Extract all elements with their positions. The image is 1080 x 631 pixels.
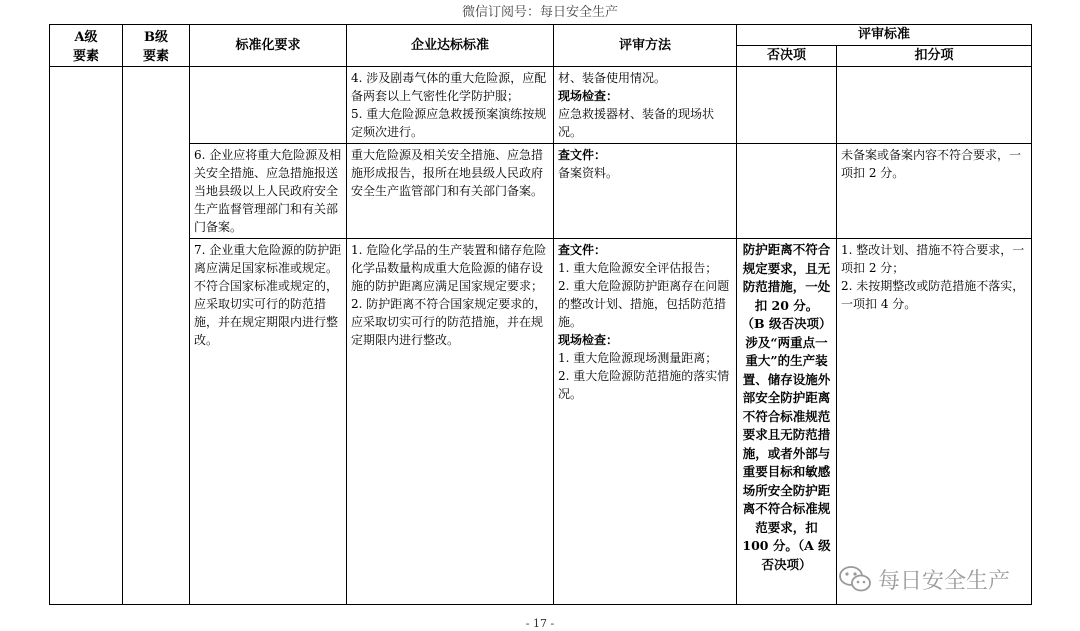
header-enterprise-standard: 企业达标标准 — [347, 25, 554, 67]
method-cell: 材、装备使用情况。 现场检查： 应急救援器材、装备的现场状况。 — [554, 67, 737, 144]
a-level-cell — [50, 67, 123, 605]
deduction-cell: 未备案或备案内容不符合要求，一项扣 2 分。 — [837, 144, 1032, 239]
standard-cell: 4. 涉及剧毒气体的重大危险源，应配备两套以上气密性化学防护服； 5. 重大危险源应急救援预案演练按规定频次进行。 — [347, 67, 554, 144]
header-deduction: 扣分项 — [837, 46, 1032, 67]
table-row — [50, 67, 1032, 144]
watermark-text: 每日安全生产 — [878, 568, 1011, 594]
watermark — [838, 564, 1010, 594]
header-review-method: 评审方法 — [554, 25, 737, 67]
deduction-cell: 1. 整改计划、措施不符合要求，一项扣 2 分； 2. 未按期整改或防范措施不落实，一项扣 4 分。 — [837, 239, 1032, 605]
b-level-cell — [123, 67, 190, 605]
method-cell: 查文件： 1. 重大危险源安全评估报告； 2. 重大危险源防护距离存在问题的整改计划、措施，包括防范措施。 现场检查： 1. 重大危险源现场测量距离； 2. 重大危险源防范措施的落实情况。 — [554, 239, 737, 605]
wechat-icon — [838, 565, 872, 593]
table-row — [50, 239, 1032, 605]
header-veto: 否决项 — [737, 46, 837, 67]
deduction-cell — [837, 67, 1032, 144]
requirement-cell: 6. 企业应将重大危险源及相关安全措施、应急措施报送当地县级以上人民政府安全生产监督管理部门和有关部门备案。 — [190, 144, 347, 239]
standards-table — [49, 24, 1032, 605]
header-b-level: B级 要素 — [123, 25, 190, 67]
requirement-cell: 7. 企业重大危险源的防护距离应满足国家标准或规定。不符合国家标准或规定的，应采取切实可行的防范措施，并在规定期限内进行整改。 — [190, 239, 347, 605]
header-review-standard: 评审标准 — [737, 25, 1032, 46]
header-a-level: A级 要素 — [50, 25, 123, 67]
requirement-cell — [190, 67, 347, 144]
page-number: - 17 - — [525, 617, 555, 630]
veto-cell — [737, 144, 837, 239]
method-cell: 查文件： 备案资料。 — [554, 144, 737, 239]
veto-cell — [737, 67, 837, 144]
header-requirement: 标准化要求 — [190, 25, 347, 67]
standard-cell: 1. 危险化学品的生产装置和储存危险化学品数量构成重大危险源的储存设施的防护距离应满足国家规定要求； 2. 防护距离不符合国家规定要求的，应采取切实可行的防范措施，并在规定期限内进行整改。 — [347, 239, 554, 605]
veto-cell: 防护距离不符合规定要求，且无防范措施，一处扣 20 分。 （B 级否决项） 涉及“两重点一重大”的生产装置、储存设施外部安全防护距离不符合标准规范要求且无防范措施，或者外部与重要目标和敏感场所安全防护距离不符合标准规范要求，扣 100 分。（A 级否决项） — [737, 239, 837, 605]
page-header: 微信订阅号：每日安全生产 — [461, 5, 618, 20]
standard-cell: 重大危险源及相关安全措施、应急措施形成报告，报所在地县级人民政府安全生产监管部门和有关部门备案。 — [347, 144, 554, 239]
table-row — [50, 144, 1032, 239]
